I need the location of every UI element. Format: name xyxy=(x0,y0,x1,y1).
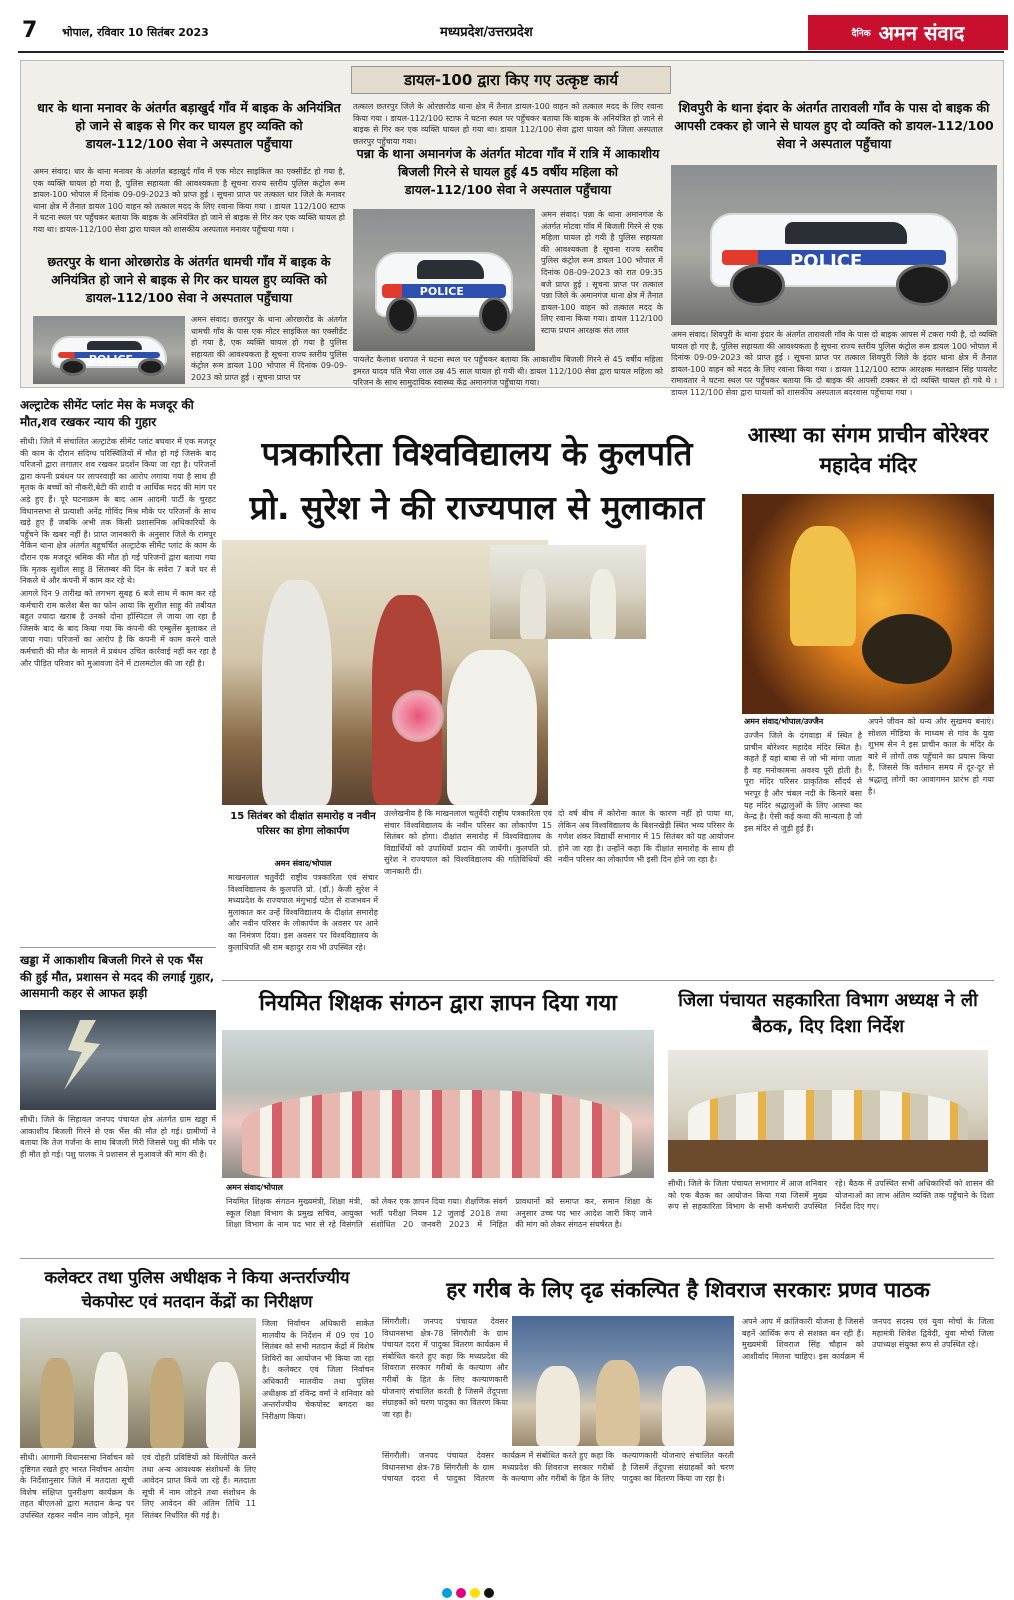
shivraj-body-cont: सिंगरौली। जनपद पंचायत देवसर विधानसभा क्षेत्र-78 सिंगरौली के ग्राम पंचायत ददरा में पादुका वितरण कार्यक्रम में संबोधित करते हुए कहा कि मध्यप्रदेश की शिवराज सरकार गरीबों के कल्याण और गरीबों के हित के लिए कल्याणकारी योजनाएं संचालित करती है जिसमें तेंदूपत्ता संग्राहकों को चरण पादुका का वितरण किया जा रहा है। xyxy=(382,1451,734,1484)
cement-plant-body: सीधी। जिले में संचालित अल्ट्राटेक सीमेंट प्लांट बघवार में एक मजदूर की काम के दौरान संदिग्ध परिस्थितियों में मौत हो गई जिसके बाद परिजनों द्वारा लगातार शव रखकर प्रदर्शन किया जा रहा है। परिजनों द्वारा कंपनी प्रबंधन पर लापरवाही का आरोप लगाया गया है साथ ही मृतक के बच्चों को नौकरी,बेटी की शादी व आर्थिक मदद की मांग पर अड़े हुए हैं। पूरे घटनाक्रम के बाद आम आदमी पार्टी के चुरहट विधानसभा से प्रत्याशी अनेंद्र गोविंद मिश्र मौके पर परिजनों के साथ खड़े हुए हैं जबकि अभी तक किसी प्रशासनिक अधिकारियों के पहुँचने कि खबर नहीं है। प्राप्त जानकारी के अनुसार जिले के रामपुर नैकिन थाना क्षेत्र अंतर्गत बहुचर्चित अल्ट्राटेक सीमेंट प्लांट के काम के दौरान एक मजदूर श्रमिक की मौत हो गई परिजनों द्वारा बताया गया कि मृतक सुशील साहू 8 सितम्बर की दिन के सवेरा 7 बजे घर से निकले थे और कंपनी में काम कर रहे थे। xyxy=(20,437,216,586)
dial100-story3-body: अमन संवाद। पन्ना के थाना अमानगंज के अंतर्गत मोटवा गाँव में बिजली गिरने से एक महिला घायल हो गयी है पुलिस सहायता की आवश्यकता है सूचना राज्य स्तरीय पुलिस कंट्रोल रूम डायल 100 भोपाल में दिनांक 08-09-2023 को रात 09:35 बजे प्राप्त हुई । सूचना प्राप्त पर तत्काल पन्ना जिले के अमानगंज थाना क्षेत्र में तैनात डायल-100 वाहन को तत्काल मदद के लिए रवाना किया गया। डायल 112/100 स्टाफ प्रधान आरक्षक संत लाल xyxy=(541,210,663,335)
temple-body-col2: अपने जीवन को धन्य और सुखमय बनाएं। सोशल मीडिया के माध्यम से गांव के युवा शुभम सेन ने इस प्राचीन काल के मंदिर के बारे में लोगों तक पहुँचाने का प्रयास किया है, जिससे कि वर्तमान समय में दूर-दूर से श्रद्धालु लोगों का आवागमन प्रारंभ हो गया है। xyxy=(868,717,994,796)
dial100-story4-headline: शिवपुरी के थाना इंदार के अंतर्गत तारावली गाँव के पास दो बाइक की आपसी टक्कर हो जाने से घायल हुए दो व्यक्ति को डायल-112/100 सेवा ने अस्पताल पहुँचाया xyxy=(674,100,994,152)
shivraj-body: सिंगरौली। जनपद पंचायत देवसर विधानसभा क्षेत्र-78 सिंगरौली के ग्राम पंचायत ददरा में पादुका वितरण कार्यक्रम में संबोधित करते हुए कहा कि मध्यप्रदेश की शिवराज सरकार गरीबों के कल्याण और गरीबों के हित के लिए कल्याणकारी योजनाएं संचालित करती है जिसमें तेंदूपत्ता संग्राहकों को चरण पादुका का वितरण किया जा रहा है। xyxy=(382,1317,508,1419)
temple-body-col1: उज्जैन जिले के दंगवाड़ा में स्थित है प्राचीन बोरेश्वर महादेव मंदिर स्थित है। कहते हैं यहां बाबा से जो भी मांगा जाता है वह मनोकामना अवश्य पूरी होती है। पूरा मंदिर परिसर प्राकृतिक सौंदर्य से भरपूर है और चंबल नदी के किनारे बसा यह मंदिर श्रद्धालुओं के लिए आस्था का केन्द्र है। ऐसी कई कथा की मान्यता है जो इस मंदिर से जुड़ी हुई हैं। xyxy=(744,731,862,833)
dial100-story2-headline: छतरपुर के थाना ओरछारोड के अंतर्गत धामची गाँव में बाइक के अनियंत्रित हो जाने से बाइक से गिर कर घायल हुए व्यक्ति को डायल-112/100 सेवा ने अस्पताल पहुँचाया xyxy=(47,254,331,306)
panchayat-meeting-photo xyxy=(668,1050,988,1172)
lightning-photo xyxy=(20,1010,216,1110)
police-car-photo xyxy=(33,316,185,384)
checkpost-inspection-photo xyxy=(20,1318,256,1448)
column-divider xyxy=(20,947,216,948)
dial100-story2-body: अमन संवाद। छतरपुर के थाना ओरछारोड के अंतर्गत धामची गाँव के पास एक मोटर साइकिल का एक्सीडेंट हो गया है, एक व्यक्ति घायल हो गया है पुलिस सहायता की आवश्यकता है सूचना राज्य स्तरीय पुलिस कंट्रोल रूम डायल 100 भोपाल में दिनांक 09-09-2023 को प्राप्त हुई । सूचना प्राप्त पर xyxy=(191,315,347,382)
collector-body: सीधी। आगामी विधानसभा निर्वाचन को दृष्टिगत रखते हुए भारत निर्वाचन आयोग के निर्देशानुसार जिले में मतदाता सूची विशेष संक्षिप्त पुनरीक्षण कार्यक्रम के तहत बीएलओ द्वारा मतदान केन्द्र पर उपस्थित रहकर नवीन नाम जोड़ने, मृत एवं दोहरी प्रविष्टियों को विलोपित करने तथा अन्य आवश्यक संशोधनों के लिए आवेदन प्राप्त किये जा रहे हैं। मतदाता सूची में नाम जोड़ने तथा संशोधन के लिए आवेदन की अंतिम तिथि 11 सितंबर निर्धारित की गई है। xyxy=(20,1453,256,1520)
main-subhead: 15 सितंबर को दीक्षांत समारोह व नवीन परिसर का होगा लोकार्पण xyxy=(230,811,376,837)
panchayat-headline: जिला पंचायत सहकारिता विभाग अध्यक्ष ने ली बैठक, दिए दिशा निर्देश xyxy=(678,990,978,1038)
collector-headline: कलेक्टर तथा पुलिस अधीक्षक ने किया अन्तर्राज्यीय चेकपोस्ट एवं मतदान केंद्रों का निरीक्षण xyxy=(44,1268,350,1311)
temple-photo xyxy=(742,494,994,714)
teachers-body: नियमित शिक्षक संगठन मुख्यमंत्री, शिक्षा मंत्री, स्कूल शिक्षा विभाग के प्रमुख सचिव, आयुक्त शिक्षा विभाग के नाम पद भार से रहे विसंगति को लेकर एक ज्ञापन दिया गया। शैक्षणिक संवर्ग भर्ती परीक्षा नियम 12 जुलाई 2018 तथा संशोधित 20 जनवरी 2023 में निहित प्रावधानों को समाप्त कर, समान शिक्षा के अनुसार उच्च पद भार आदेश जारी किए जाने की मांग को लेकर संगठन संघर्षरत है। xyxy=(226,1197,652,1230)
police-car-photo xyxy=(671,165,997,325)
section-name: मध्यप्रदेश/उत्तरप्रदेश xyxy=(440,25,533,40)
brand-prefix: दैनिक xyxy=(851,29,871,39)
main-headline-line1: पत्रकारिता विश्वविद्यालय के कुलपति xyxy=(261,434,693,473)
teachers-byline: अमन संवाद/भोपाल xyxy=(226,1183,283,1192)
teachers-headline: नियमित शिक्षक संगठन द्वारा ज्ञापन दिया गया xyxy=(259,991,617,1016)
dial100-story3-tail: पायलेट कैलाश धरापत ने घटना स्थल पर पहुँचकर बताया कि आकाशीय बिजली गिरने से 45 वर्षीय महिला इमरत यादव पति भैया लाल उम्र 45 साल घायल हो गयी थी। डायल 112/100 सेवा द्वारा घायल महिला को परिजन के साथ सामुदायिक स्वास्थ्य केंद्र अमानगंज पहुँचाया गया। xyxy=(353,355,663,388)
masthead-rule xyxy=(18,51,1004,53)
masthead xyxy=(0,0,1014,52)
buffalo-lightning-headline: खड्डा में आकाशीय बिजली गिरने से एक भैंस की हुई मौत, प्रशासन से मदद की लगाई गुहार, आसमानी कहर से आफत झड़ी xyxy=(20,953,215,1001)
registration-mark xyxy=(442,1588,452,1598)
footwear-distribution-photo xyxy=(512,1316,734,1446)
newspaper-logo xyxy=(808,15,1008,50)
dial100-story3-headline: पन्ना के थाना अमानगंज के अंतर्गत मोटवा गाँव में रात्रि में आकाशीय बिजली गिरने से घायल हुई 45 वर्षीय महिला को डायल-112/100 सेवा ने अस्पताल पहुँचाया xyxy=(356,146,660,198)
main-body-col2: उल्लेखनीय है कि माखनलाल चतुर्वेदी राष्ट्रीय पत्रकारिता एवं संचार विश्वविद्यालय के नवीन परिसर का लोकार्पण 15 सितंबर को होगा। दीक्षांत समारोह में विश्वविद्यालय के विद्यार्थियों को उपाधियाँ प्रदान की जायेंगी। कुलपति प्रो. सुरेश ने राज्यपाल को विश्वविद्यालय की गतिविधियों की जानकारी दी। xyxy=(384,809,552,876)
main-byline: अमन संवाद/भोपाल xyxy=(274,859,332,868)
dial100-banner: डायल-100 द्वारा किए गए उत्कृष्ट कार्य xyxy=(351,66,671,94)
registration-mark xyxy=(484,1588,494,1598)
cement-plant-body-cont: आगले दिन 9 तारीख को लगभग सुबह 6 बजे साथ में काम कर रहे कर्मचारी राम कलेश बैस का फोन आया कि सुशील साहू की तबीयत बहुत ज्यादा खराब है उनको दोना हॉस्पिटल ले जाया जा रहा है जिसके बाद के बाद किया गया कि कंपनी की एम्बुलेंस बुलाकर ले जाया गया। परिजनों का आरोप है कि कंपनी में काम करने वाले कर्मचारी की मौत के मामले में प्रबंधन उचित कार्रवाई नहीं कर रहा है और पीड़ित परिवार को मुआवजा देने में टालमटोल की जा रही है। xyxy=(20,589,216,668)
section-divider xyxy=(20,1258,994,1259)
page-number: 7 xyxy=(22,18,38,43)
collector-body-cont: जिला निर्वाचन अधिकारी साकेत मालवीय के निर्देशन में 09 एवं 10 सितंबर को सभी मतदान केंद्रों में विशेष शिविरों का आयोजन भी किया जा रहा है। कलेक्टर एवं जिला निर्वाचन अधिकारी मालवीय तथा पुलिस अधीक्षक डॉ रविन्द्र वर्मा ने शनिवार को अन्तर्राज्यीय चेकपोस्ट बगदरा का निरीक्षण किया। xyxy=(262,1319,374,1421)
dial100-story3-lead: तत्काल छतरपुर जिले के ओरछारोड थाना क्षेत्र में तैनात डायल-100 वाहन को तत्काल मदद के लिए रवाना किया गया । डायल-112/100 स्टाफ ने घटना स्थल पर पहुँचकर बताया कि बाइक के अनियंत्रित हो जाने से बाइक से गिर कर एक व्यक्ति घायल हो गया था। डायल 112/100 सेवा द्वारा घायल को जिला अस्पताल छतरपुर पहुँचाया गया। xyxy=(353,102,663,146)
main-body-col1: माखनलाल चतुर्वेदी राष्ट्रीय पत्रकारिता एवं संचार विश्वविद्यालय के कुलपति प्रो. (डॉ.) केजी सुरेश ने मध्यप्रदेश के राज्यपाल मंगुभाई पटेल से राजभवन में मुलाकात कर उन्हें विश्वविद्यालय के दीक्षांत समारोह और नवीन परिसर के लोकार्पण के अवसर पर आने का निमंत्रण दिया। इस अवसर पर विश्वविद्यालय के कुलाधिपति श्री राम बहादुर राय भी उपस्थित रहे। xyxy=(228,873,378,952)
main-body-col3: दो वर्ष बीच में कोरोना काल के कारण नहीं हो पाया था, लेकिन अब विश्वविद्यालय के बिशनखेड़ी स्थित भव्य परिसर के गणेश शंकर विद्यार्थी सभागार में 15 सितंबर को यह आयोजन होने जा रहा है। उन्होंने कहा कि दीक्षांत समारोह के साथ ही नवीन परिसर का लोकार्पण भी इसी दिन होने जा रहा है। xyxy=(558,809,734,865)
shivraj-headline: हर गरीब के लिए दृढ संकल्पित है शिवराज सरकारः प्रणव पाठक xyxy=(446,1278,930,1302)
main-headline-line2: प्रो. सुरेश ने की राज्यपाल से मुलाकात xyxy=(249,488,705,527)
registration-mark xyxy=(456,1588,466,1598)
dial100-story1-body: अमन संवाद। धार के थाना मनावर के अंतर्गत बड़ाखुर्द गाँव में एक मोटर साइकिल का एक्सीडेंट हो गया है, एक व्यक्ति घायल हो गया है, पुलिस सहायता की आवश्यकता है सूचना राज्य स्तरीय पुलिस कंट्रोल रूम डायल-100 भोपाल में दिनांक 09-09-2023 को प्राप्त हुई । सूचना प्राप्त पर तत्काल धार जिले के मनावर थाना क्षेत्र में तैनात डायल 100 वाहन को तत्काल मदद के लिए रवाना किया गया । डायल 112/100 स्टाफ ने घटना स्थल पर पहुँचकर बताया कि बाइक के अनियंत्रित हो जाने से बाइक से गिर कर एक व्यक्ति घायल हो गया था। डायल-112/100 सेवा द्वारा घायल को शासकीय अस्पताल मनावर पहुँचाया गया । xyxy=(33,167,345,234)
buffalo-lightning-body: सीधी। जिले के सिहावल जनपद पंचायत क्षेत्र अंतर्गत ग्राम खड्डा में आकाशीय बिजली गिरने से एक भैंस की मौत हो गई। ग्रामीणों ने बताया कि तेज गर्जना के साथ बिजली गिरी जिससे पशु की मौके पर ही मौत हो गई। पशु पालक ने प्रशासन से मुआवजे की मांग की है। xyxy=(20,1115,216,1159)
dial100-panel xyxy=(20,60,1004,397)
police-label: POLICE xyxy=(88,352,134,366)
brand-name: अमन संवाद xyxy=(878,21,965,45)
dial100-story4-body: अमन संवाद। शिवपुरी के थाना इंदार के अंतर्गत तारावली गाँव के पास दो बाइक आपस में टकरा गयी है, दो व्यक्ति घायल हो गए है, पुलिस सहायता की आवश्यकता है सूचना राज्य स्तरीय पुलिस कंट्रोल रूम डायल 100 भोपाल में दिनांक 09-09-2023 को प्राप्त हुई । सूचना प्राप्त पर तत्काल शिवपुरी जिले के इंदार थाना क्षेत्र में तैनात डायल-100 वाहन को मदद के लिए रवाना किया गया । डायल 112/100 स्टाफ आरक्षक मलखान सिंह पायलेट रामावतार ने घटना स्थल पर पहुँचकर बताया कि दो बाइक की आपसी टक्कर से दो व्यक्ति घायल हो गये थे । डायल 112/100 सेवा द्वारा घायलों को शासकीय अस्पताल बदरवास पहुँचाया गया । xyxy=(671,330,997,397)
governor-office-inset-photo xyxy=(490,545,646,639)
teachers-protest-photo xyxy=(222,1030,654,1178)
lightning-bolt-icon xyxy=(20,1010,216,1110)
dateline: भोपाल, रविवार 10 सितंबर 2023 xyxy=(62,26,209,39)
police-label: POLICE xyxy=(790,251,863,273)
police-label: POLICE xyxy=(419,285,464,299)
temple-byline: अमन संवाद/भोपाल/उज्जैन xyxy=(744,717,824,726)
registration-mark xyxy=(470,1588,480,1598)
police-car-photo xyxy=(353,209,535,351)
dial100-story1-headline: धार के थाना मनावर के अंतर्गत बड़ाखुर्द गाँव में बाइक के अनियंत्रित हो जाने से बाइक से गिर कर घायल हुए व्यक्ति को डायल-112/100 सेवा ने अस्पताल पहुँचाया xyxy=(37,100,341,152)
cement-plant-headline: अल्ट्राटेक सीमेंट प्लांट मेस के मजदूर की मौत,शव रखकर न्याय की गुहार xyxy=(20,398,194,430)
temple-headline: आस्था का संगम प्राचीन बोरेश्वर महादेव मंदिर xyxy=(747,423,989,478)
panchayat-body: सीधी। जिले के जिला पंचायत सभागार में आज शनिवार को एक बैठक का आयोजन किया गया जिसमें मुख्य रूप से सहकारिता विभाग के सभी कर्मचारी उपस्थित रहे। बैठक में उपस्थित सभी अधिकारियों को शासन की योजनाओं का लाभ अंतिम व्यक्ति तक पहुँचाने के दिशा निर्देश दिए गए। xyxy=(668,1179,994,1212)
section-divider xyxy=(222,980,994,981)
shivraj-body-col3: अपने आप में क्रांतिकारी योजना है जिससे बहनें आर्थिक रूप से सशक्त बन रही हैं। मुख्यमंत्री शिवराज सिंह चौहान को आशीर्वाद मिलना चाहिए। इस कार्यक्रम में जनपद सदस्य एवं युवा मोर्चा के जिला महामंत्री शिवेश द्विवेदी, युवा मोर्चा जिला उपाध्यक्ष संयुक्त रूप से उपस्थित रहे। xyxy=(742,1317,994,1361)
